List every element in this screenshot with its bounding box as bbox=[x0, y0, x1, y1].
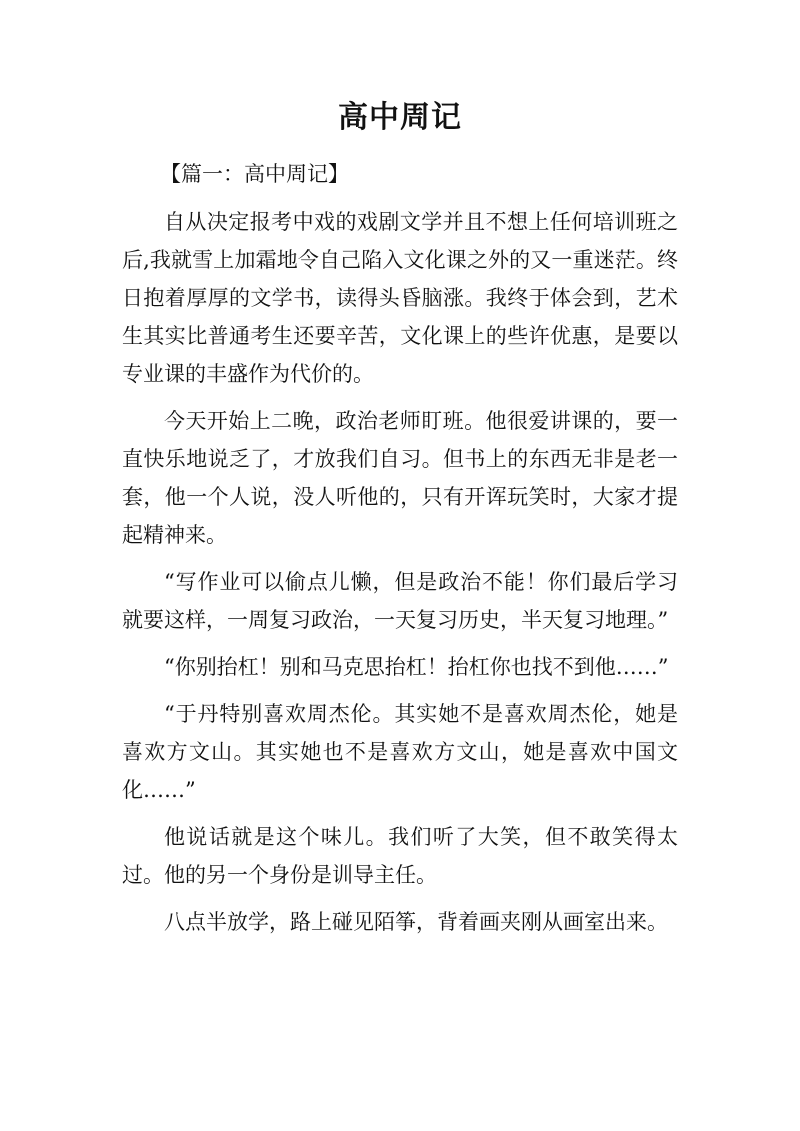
document-body bbox=[122, 155, 678, 950]
document-title: 高中周记 bbox=[338, 100, 462, 135]
paragraph: “写作业可以偷点儿懒，但是政治不能！你们最后学习就要这样，一周复习政治，一天复习历史，半天复习地理。” bbox=[122, 570, 678, 632]
paragraph: 他说话就是这个味儿。我们听了大笑，但不敢笑得太过。他的另一个身份是训导主任。 bbox=[122, 825, 678, 887]
section-heading: 【篇一：高中周记】 bbox=[160, 162, 349, 186]
paragraph: “于丹特别喜欢周杰伦。其实她不是喜欢周杰伦，她是喜欢方文山。其实她也不是喜欢方文山，她是喜欢中国文化……” bbox=[122, 702, 678, 802]
paragraph: “你别抬杠！别和马克思抬杠！抬杠你也找不到他……” bbox=[164, 655, 669, 679]
paragraph: 八点半放学，路上碰见陌筝，背着画夹刚从画室出来。 bbox=[164, 910, 668, 934]
paragraph: 自从决定报考中戏的戏剧文学并且不想上任何培训班之后,我就雪上加霜地令自己陷入文化课之外的又一重迷茫。终日抱着厚厚的文学书，读得头昏脑涨。我终于体会到，艺术生其实比普通考生还要辛苦，文化课上的些许优惠，是要以专业课的丰盛作为代价的。 bbox=[122, 210, 678, 386]
paragraph: 今天开始上二晚，政治老师盯班。他很爱讲课的，要一直快乐地说乏了，才放我们自习。但书上的东西无非是老一套，他一个人说，没人听他的，只有开诨玩笑时，大家才提起精神来。 bbox=[122, 409, 678, 547]
